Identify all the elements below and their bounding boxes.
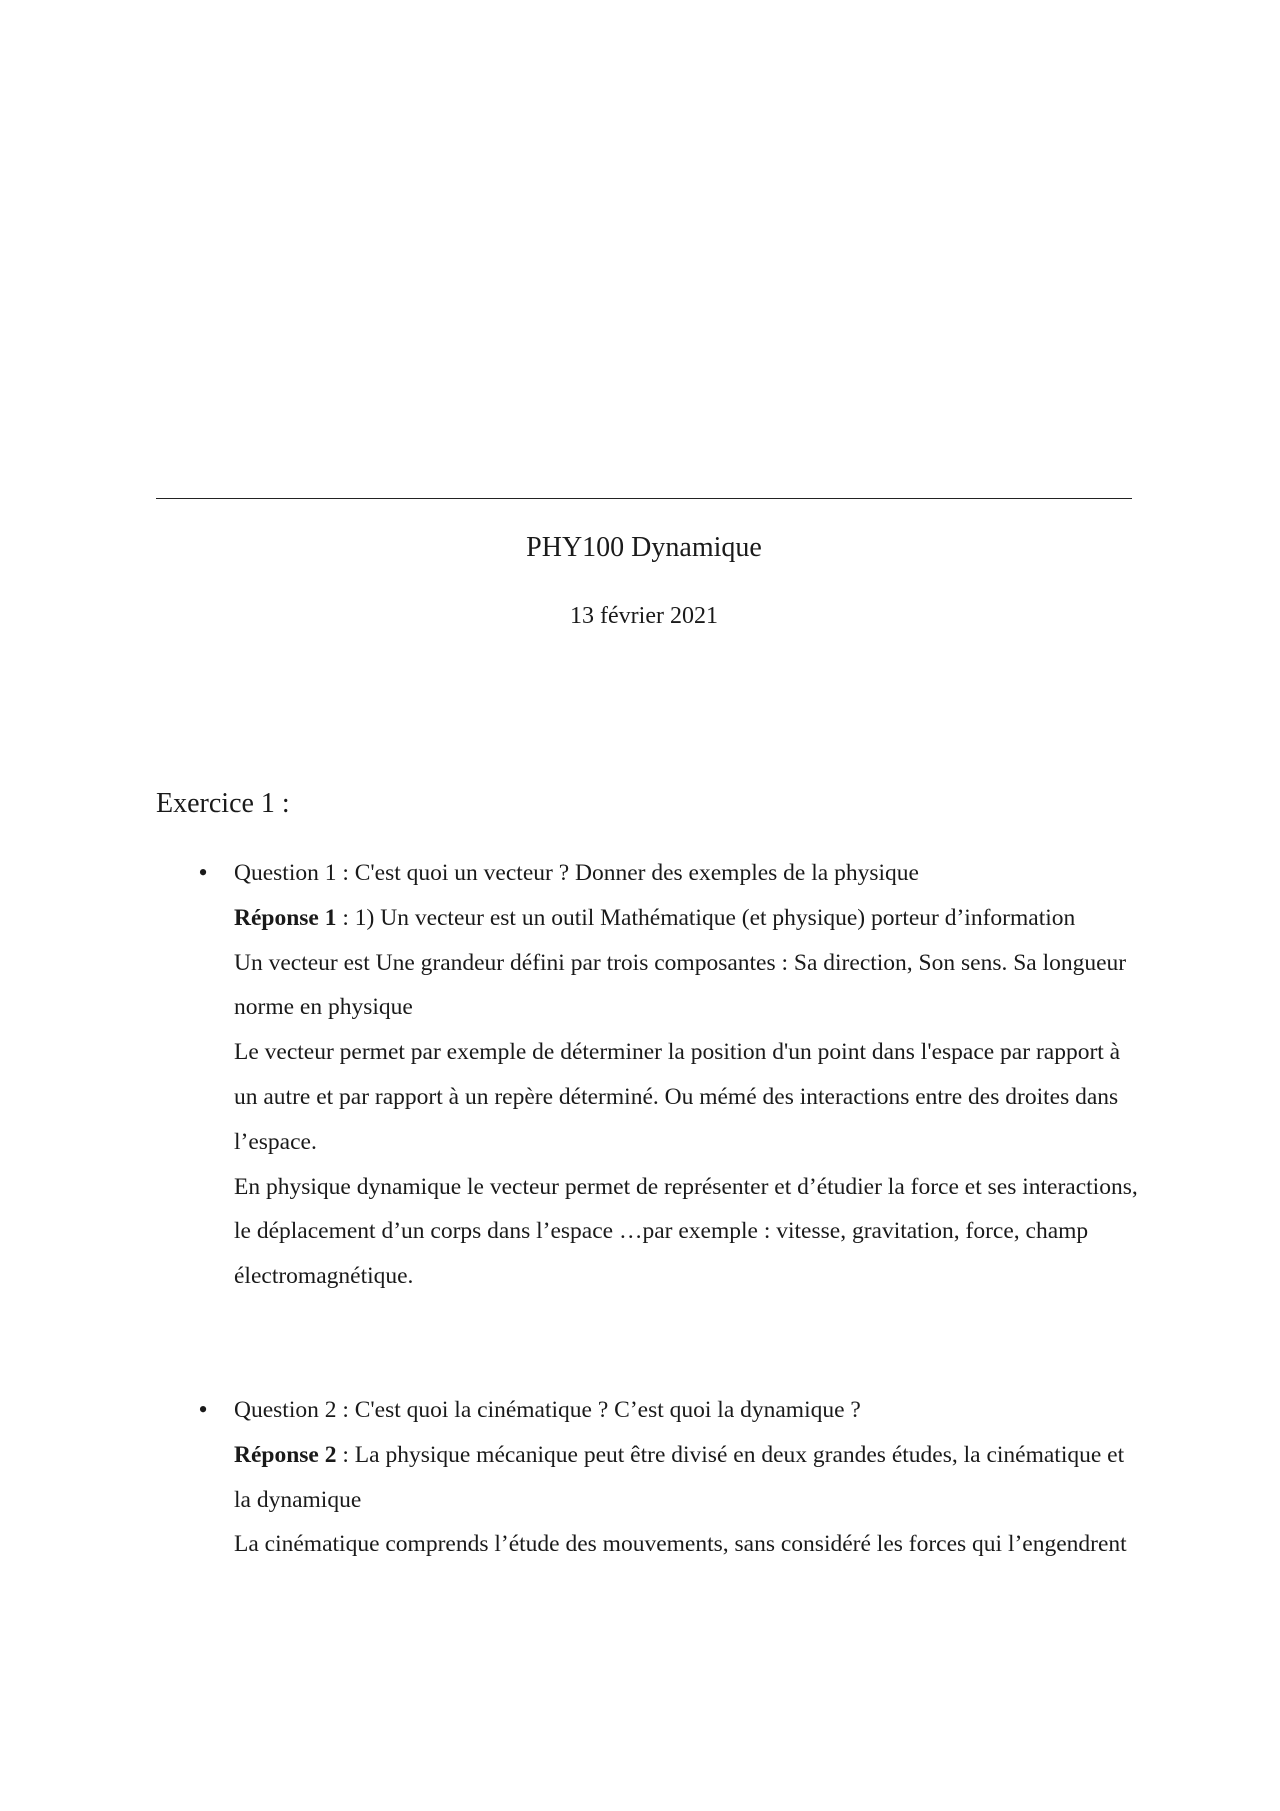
document-date: 13 février 2021 [570,603,718,629]
question-text: Question 2 : C'est quoi la cinématique ? C’est quoi la dynamique ? [234,1397,861,1423]
question-text: Question 1 : C'est quoi un vecteur ? Donner des exemples de la physique [234,860,919,886]
answer-intro [234,1433,1140,1523]
answer-intro-text: : La physique mécanique peut être divisé en deux grandes études, la cinématique et la dynamique [234,1441,1125,1513]
bullet-icon: • [198,858,208,887]
answer-label: Réponse 1 [234,904,337,931]
answer-paragraph: En physique dynamique le vecteur permet de représenter et d’étudier la force et ses interactions, le déplacement d’un corps dans l’espace …par exemple : vitesse, gravitation, force, champ électromagnétique. [234,1173,1138,1290]
answer-paragraph: Le vecteur permet par exemple de déterminer la position d'un point dans l'espace par rapport à un autre et par rapport à un repère déterminé. Ou mémé des interactions entre des droites dans l’espace. [234,1039,1121,1155]
question-item-1 [198,851,1140,1299]
document-title: PHY100 Dynamique [526,532,762,563]
answer-paragraph: La cinématique comprends l’étude des mouvements, sans considéré les forces qui l’engendrent [234,1531,1127,1558]
question-item-2 [198,1388,1140,1567]
answer-intro [234,896,1140,941]
answer-label: Réponse 2 [234,1441,337,1468]
answer-paragraph: Un vecteur est Une grandeur défini par trois composantes : Sa direction, Son sens. Sa longueur norme en physique [234,949,1127,1021]
exercise-heading: Exercice 1 : [156,788,290,819]
bullet-icon: • [198,1395,208,1424]
header-rule [156,498,1132,499]
answer-intro-text: : 1) Un vecteur est un outil Mathématique (et physique) porteur d’information [336,904,1076,931]
